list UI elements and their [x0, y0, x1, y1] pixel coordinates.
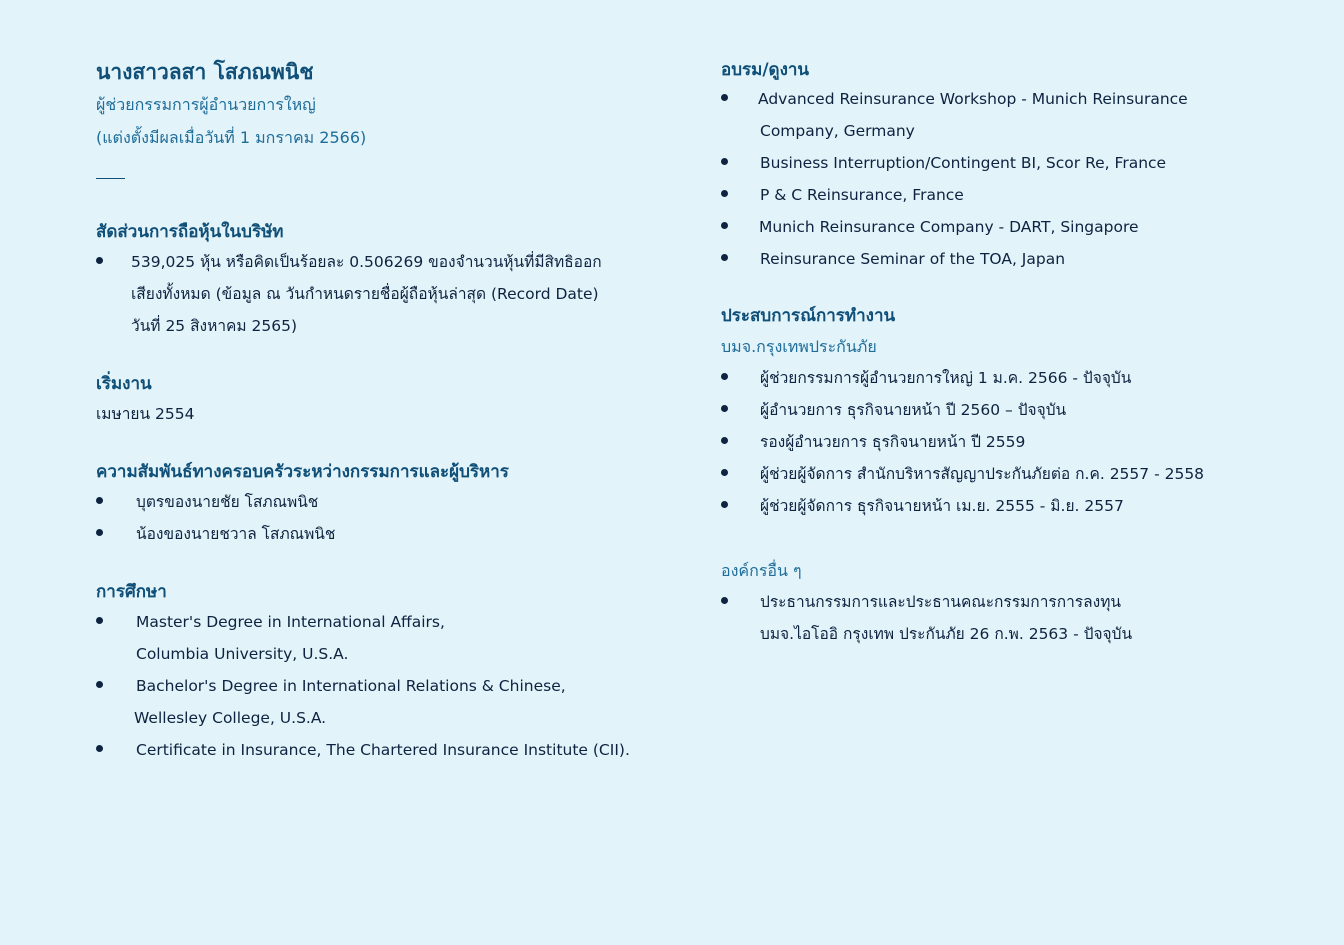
- education-item-3: Certificate in Insurance, The Chartered Insurance Institute (CII).: [136, 741, 630, 759]
- education-item-1-line-2: Columbia University, U.S.A.: [136, 645, 349, 663]
- bullet-icon: [96, 257, 103, 264]
- bullet-icon: [96, 497, 103, 504]
- training-item-4: Munich Reinsurance Company - DART, Singapore: [759, 218, 1139, 236]
- bullet-icon: [721, 222, 728, 229]
- experience-item-5: ผู้ช่วยผู้จัดการ ธุรกิจนายหน้า เม.ย. 2555 - มิ.ย. 2557: [760, 497, 1124, 515]
- training-item-1-line-1: Advanced Reinsurance Workshop - Munich Reinsurance: [758, 90, 1188, 108]
- person-name: นางสาวลสา โสภณพนิช: [96, 60, 314, 84]
- bullet-icon: [721, 94, 728, 101]
- bullet-icon: [721, 254, 728, 261]
- experience-item-2: ผู้อำนวยการ ธุรกิจนายหน้า ปี 2560 – ปัจจุบัน: [760, 401, 1067, 419]
- education-item-2-line-2: Wellesley College, U.S.A.: [134, 709, 327, 727]
- bullet-icon: [96, 745, 103, 752]
- bullet-icon: [721, 373, 728, 380]
- family-heading: ความสัมพันธ์ทางครอบครัวระหว่างกรรมการและผู้บริหาร: [96, 462, 509, 482]
- other-orgs-item-1-line-1: ประธานกรรมการและประธานคณะกรรมการการลงทุน: [760, 593, 1122, 611]
- bullet-icon: [96, 681, 103, 688]
- education-item-2-line-1: Bachelor's Degree in International Relations & Chinese,: [136, 677, 566, 695]
- shareholding-heading: สัดส่วนการถือหุ้นในบริษัท: [96, 222, 284, 242]
- training-item-3: P & C Reinsurance, France: [760, 186, 964, 204]
- bullet-icon: [721, 597, 728, 604]
- bullet-icon: [721, 405, 728, 412]
- training-heading: อบรม/ดูงาน: [721, 60, 810, 80]
- person-appointed: (แต่งตั้งมีผลเมื่อวันที่ 1 มกราคม 2566): [96, 128, 367, 147]
- bullet-icon: [721, 158, 728, 165]
- bullet-icon: [96, 617, 103, 624]
- experience-item-4: ผู้ช่วยผู้จัดการ สำนักบริหารสัญญาประกันภัยต่อ ก.ค. 2557 - 2558: [760, 465, 1205, 483]
- experience-item-3: รองผู้อำนวยการ ธุรกิจนายหน้า ปี 2559: [760, 433, 1026, 451]
- training-item-2: Business Interruption/Contingent BI, Scor Re, France: [760, 154, 1167, 172]
- person-position: ผู้ช่วยกรรมการผู้อำนวยการใหญ่: [96, 95, 316, 114]
- experience-heading: ประสบการณ์การทำงาน: [721, 306, 896, 326]
- bullet-icon: [721, 437, 728, 444]
- training-item-1-line-2: Company, Germany: [760, 122, 915, 140]
- other-orgs-item-1-line-2: บมจ.ไอโออิ กรุงเทพ ประกันภัย 26 ก.พ. 2563 - ปัจจุบัน: [760, 625, 1133, 643]
- bullet-icon: [96, 529, 103, 536]
- start-value: เมษายน 2554: [96, 405, 195, 423]
- bullet-icon: [721, 501, 728, 508]
- start-heading: เริ่มงาน: [96, 374, 152, 394]
- experience-company: บมจ.กรุงเทพประกันภัย: [721, 337, 877, 356]
- divider: [96, 178, 125, 179]
- education-item-1-line-1: Master's Degree in International Affairs,: [136, 613, 445, 631]
- training-item-5: Reinsurance Seminar of the TOA, Japan: [760, 250, 1066, 268]
- shareholding-line-3: วันที่ 25 สิงหาคม 2565): [131, 317, 298, 335]
- education-heading: การศึกษา: [96, 582, 167, 602]
- shareholding-line-1: 539,025 หุ้น หรือคิดเป็นร้อยละ 0.506269 ของจำนวนหุ้นที่มีสิทธิออก: [131, 253, 602, 271]
- family-item-1: บุตรของนายชัย โสภณพนิช: [136, 493, 319, 511]
- other-orgs-heading: องค์กรอื่น ๆ: [721, 561, 802, 580]
- family-item-2: น้องของนายชวาล โสภณพนิช: [136, 525, 336, 543]
- shareholding-line-2: เสียงทั้งหมด (ข้อมูล ณ วันกำหนดรายชื่อผู้ถือหุ้นล่าสุด (Record Date): [131, 285, 599, 303]
- bullet-icon: [721, 190, 728, 197]
- experience-item-1: ผู้ช่วยกรรมการผู้อำนวยการใหญ่ 1 ม.ค. 2566 - ปัจจุบัน: [760, 369, 1132, 387]
- bullet-icon: [721, 469, 728, 476]
